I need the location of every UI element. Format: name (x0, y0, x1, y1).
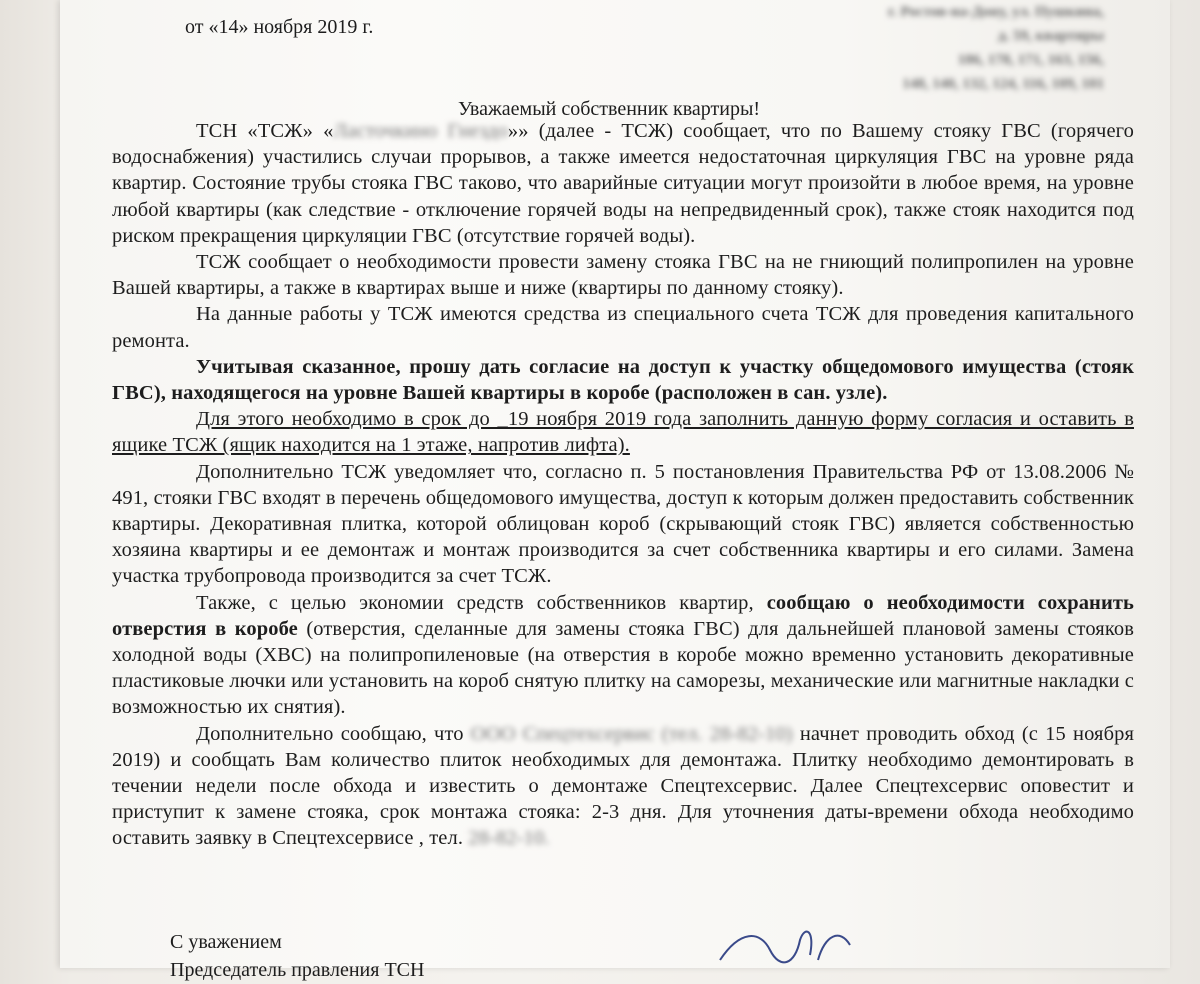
closing-position: Председатель правления ТСН (170, 959, 425, 981)
salutation: Уважаемый собственник квартиры! (458, 98, 761, 120)
blurred-phone: 28-82-10. (468, 827, 550, 850)
signature-icon (700, 920, 900, 968)
address-line: 186, 178, 171, 163, 156, (957, 52, 1104, 68)
paragraph-contractor: Дополнительно сообщаю, что ООО Спецтехсервис (тел. 28-82-10) начнет проводить обход (с 15 ноября 2019) и сообщать Вам количество плиток необходимых для демонтажа. Плитку необходимо демонтировать в течении недели после обхода и известить о демонтаже Спецтехсервис. Далее Спецтехсервис оповестит и приступит к замене стояка, срок монтажа стояка: 2-3 дня. Для уточнения даты-времени обхода необходимо оставить заявку в Спецтехсервисе , тел. 28-82-10. (112, 722, 1134, 850)
recipient-address (888, 0, 1104, 96)
closing (170, 928, 424, 984)
paragraph-deadline: Для этого необходимо в срок до _19 ноября 2019 года заполнить данную форму согласия и оставить в ящике ТСЖ (ящик находится на 1 этаже, напротив лифта). (112, 408, 1134, 457)
letter-body (112, 118, 1134, 852)
paragraph-legal: Дополнительно ТСЖ уведомляет что, согласно п. 5 постановления Правительства РФ от 13.08.2006 № 491, стояки ГВС входят в перечень общедомового имущества, доступ к которым должен предоставить собственник квартиры. Декоративная плитка, которой облицован короб (скрывающий стояк ГВС) является собственностью хозяина квартиры и ее демонтаж и монтаж производится за счет собственника квартиры и его силами. Замена участка трубопровода производится за счет ТСЖ. (112, 460, 1134, 588)
paragraph-funding: На данные работы у ТСЖ имеются средства из специального счета ТСЖ для проведения капитального ремонта. (112, 303, 1134, 352)
address-line: г. Ростов-на-Дону, ул. Пушкина, (887, 4, 1104, 20)
paragraph-notice: ТСН «ТСЖ» «Ласточкино Гнездо»» (далее - ТСЖ) сообщает, что по Вашему стояку ГВС (горячего водоснабжения) участились случаи прорывов, а также имеется недостаточная циркуляция ГВС на уровне ряда квартир. Состояние трубы стояка ГВС таково, что аварийные ситуации могут произойти в любое время, на уровне любой квартиры (как следствие - отключение горячей воды на непредвиденный срок), также стояк находится под риском прекращения циркуляции ГВС (отсутствие горячей воды). (112, 120, 1135, 247)
letter-date: от «14» ноября 2019 г. (185, 16, 374, 38)
closing-regards: С уважением (170, 931, 282, 953)
paragraph-openings: Также, с целью экономии средств собственников квартир, сообщаю о необходимости сохранить отверстия в коробе (отверстия, сделанные для замены стояка ГВС) для дальнейшей плановой замены стояков холодной воды (ХВС) на полипропиленовые (на отверстия в коробе можно временно установить декоративные пластиковые лючки или установить на короб снятую плитку на саморезы, механические или магнитные накладки с возможностью их снятия). (112, 591, 1134, 719)
address-line: 148, 140, 132, 124, 116, 109, 101 (902, 76, 1104, 92)
address-line: д. 59, квартиры (997, 28, 1104, 44)
blurred-company: ООО Спецтехсервис (тел. 28-82-10) (470, 722, 793, 745)
blurred-org-name: Ласточкино Гнездо (333, 120, 508, 142)
paragraph-replacement: ТСЖ сообщает о необходимости провести замену стояка ГВС на не гниющий полипропилен на уровне Вашей квартиры, а также в квартирах выше и ниже (квартиры по данному стояку). (112, 251, 1134, 300)
paragraph-consent-request: Учитывая сказанное, прошу дать согласие на доступ к участку общедомового имущества (стояк ГВС), находящегося на уровне Вашей квартиры в коробе (расположен в сан. узле). (112, 355, 1134, 405)
